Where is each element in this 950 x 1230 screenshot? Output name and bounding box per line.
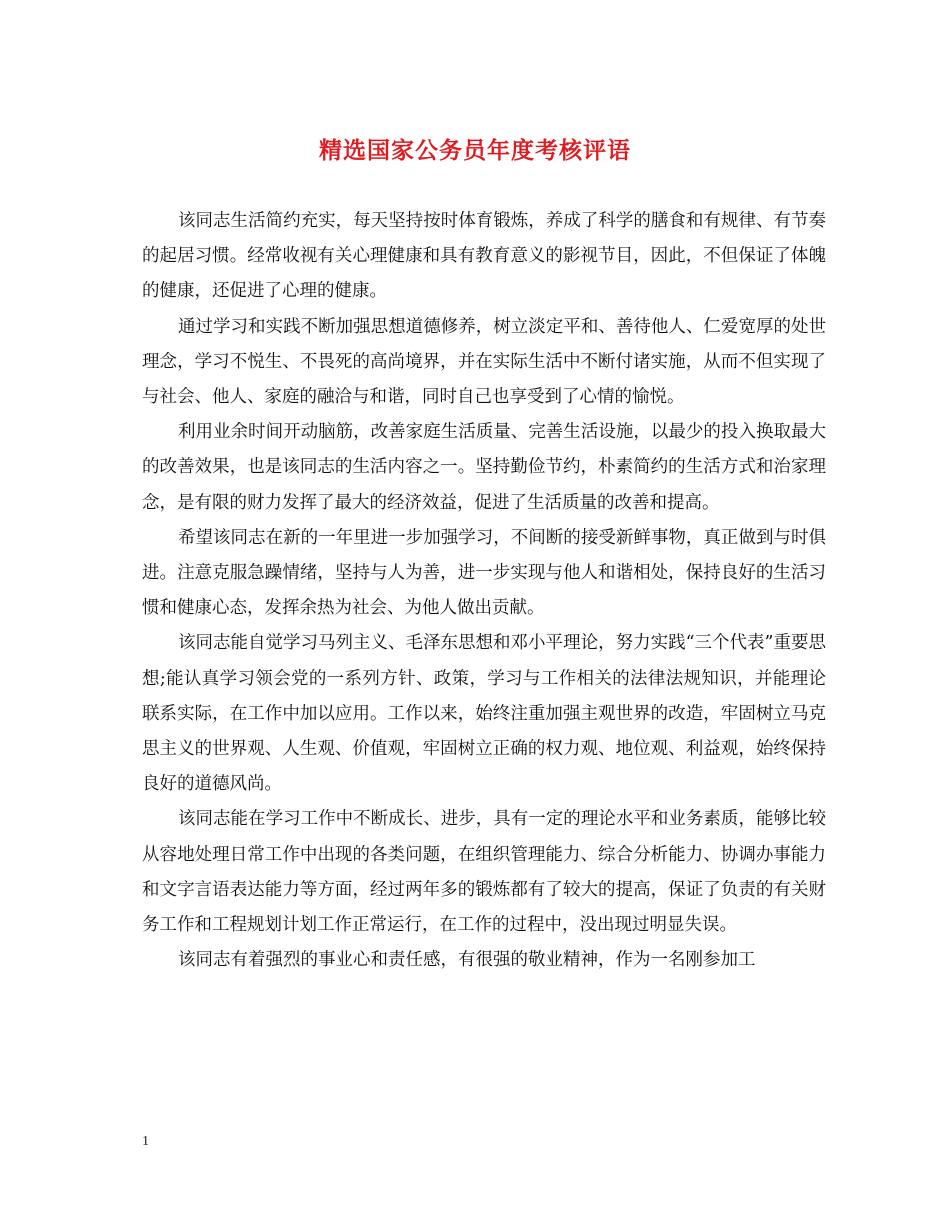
paragraph-6: 该同志能在学习工作中不断成长、进步，具有一定的理论水平和业务素质，能够比较从容地处理日常工作中出现的各类问题，在组织管理能力、综合分析能力、协调办事能力和文字言语表达能力等方面，经过两年多的锻炼都有了较大的提高，保证了负责的有关财务工作和工程规划计划工作正常运行，在工作的过程中，没出现过明显失误。	[142, 809, 826, 936]
paragraph-1: 该同志生活简约充实，每天坚持按时体育锻炼，养成了科学的膳食和有规律、有节奏的起居习惯。经常收视有关心理健康和具有教育意义的影视节目，因此，不但保证了体魄的健康，还促进了心理的健康。	[142, 211, 826, 302]
page-number: 1	[142, 1134, 149, 1149]
paragraph-5: 该同志能自觉学习马列主义、毛泽东思想和邓小平理论，努力实践“三个代表”重要思想;能认真学习领会党的一系列方针、政策，学习与工作相关的法律法规知识，并能理论联系实际，在工作中加以应用。工作以来，始终注重加强主观世界的改造，牢固树立马克思主义的世界观、人生观、价值观，牢固树立正确的权力观、地位观、利益观，始终保持良好的道德风尚。	[142, 633, 826, 795]
paragraph-7: 该同志有着强烈的事业心和责任感，有很强的敬业精神，作为一名刚参加工	[178, 950, 756, 971]
paragraph-4: 希望该同志在新的一年里进一步加强学习，不间断的接受新鲜事物，真正做到与时俱进。注意克服急躁情绪，坚持与人为善，进一步实现与他人和谐相处，保持良好的生活习惯和健康心态，发挥余热为社会、为他人做出贡献。	[142, 527, 826, 619]
paragraph-2: 通过学习和实践不断加强思想道德修养，树立淡定平和、善待他人、仁爱宽厚的处世理念，学习不悦生、不畏死的高尚境界，并在实际生活中不断付诸实施，从而不但实现了与社会、他人、家庭的融洽与和谐，同时自己也享受到了心情的愉悦。	[142, 316, 826, 408]
paragraph-3: 利用业余时间开动脑筋，改善家庭生活质量、完善生活设施，以最少的投入换取最大的改善效果，也是该同志的生活内容之一。坚持勤俭节约，朴素简约的生活方式和治家理念，是有限的财力发挥了最大的经济效益，促进了生活质量的改善和提高。	[142, 422, 826, 513]
document-title: 精选国家公务员年度考核评语	[319, 137, 631, 164]
document-body	[142, 204, 826, 978]
